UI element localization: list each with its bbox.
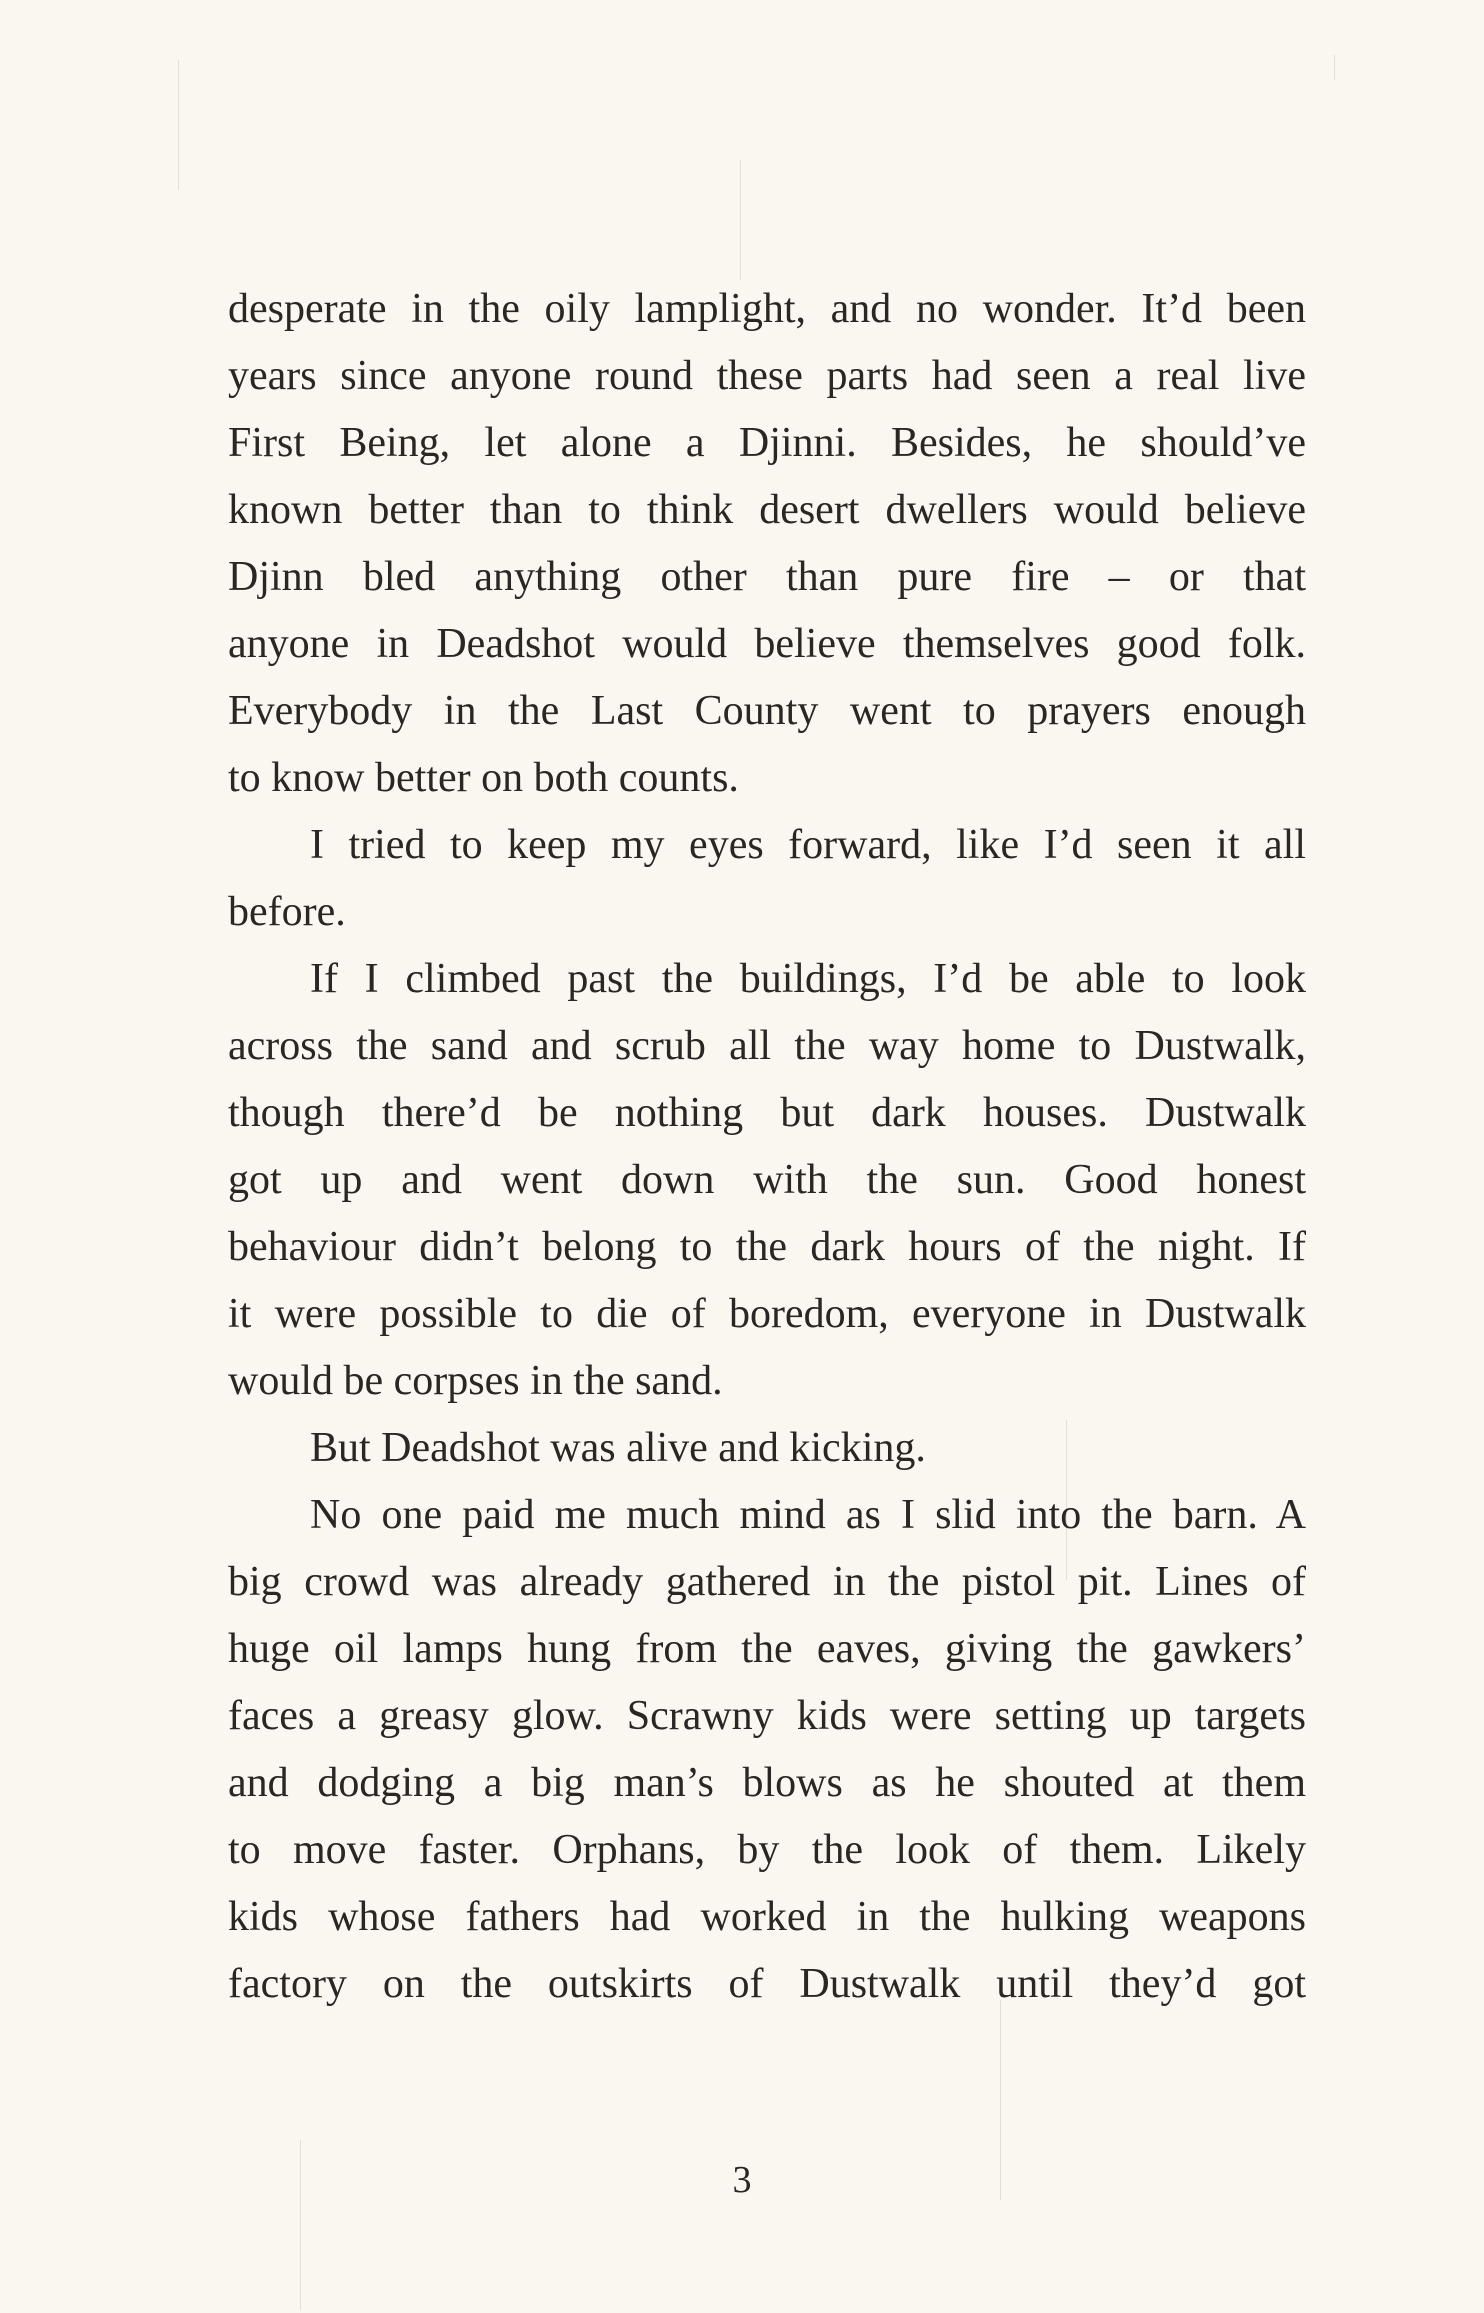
text-line: huge oil lamps hung from the eaves, giving the gawkers’ — [228, 1626, 1306, 1672]
body-text — [228, 276, 1306, 2018]
text-line: No one paid me much mind as I slid into the barn. A — [310, 1492, 1306, 1538]
text-line: First Being, let alone a Djinni. Besides, he should’ve — [228, 420, 1306, 466]
text-line: to move faster. Orphans, by the look of them. Likely — [228, 1827, 1306, 1873]
text-line: faces a greasy glow. Scrawny kids were setting up targets — [228, 1693, 1306, 1739]
text-line: kids whose fathers had worked in the hulking weapons — [228, 1894, 1306, 1940]
scan-mark — [178, 60, 179, 190]
text-line: years since anyone round these parts had seen a real live — [228, 353, 1306, 399]
text-line: though there’d be nothing but dark houses. Dustwalk — [228, 1090, 1306, 1136]
text-line: and dodging a big man’s blows as he shouted at them — [228, 1760, 1306, 1806]
text-line: Everybody in the Last County went to prayers enough — [228, 688, 1306, 734]
text-line: big crowd was already gathered in the pistol pit. Lines of — [228, 1559, 1306, 1605]
text-line: behaviour didn’t belong to the dark hours of the night. If — [228, 1224, 1306, 1270]
text-line: would be corpses in the sand. — [228, 1358, 723, 1404]
text-line: it were possible to die of boredom, everyone in Dustwalk — [228, 1291, 1306, 1337]
text-line: known better than to think desert dwellers would believe — [228, 487, 1306, 533]
text-line: desperate in the oily lamplight, and no wonder. It’d been — [228, 286, 1306, 332]
scan-mark — [740, 160, 741, 280]
text-line: across the sand and scrub all the way home to Dustwalk, — [228, 1023, 1306, 1069]
page-number: 3 — [732, 2159, 752, 2201]
text-line: Djinn bled anything other than pure fire – or that — [228, 554, 1306, 600]
text-line: anyone in Deadshot would believe themselves good folk. — [228, 621, 1306, 667]
text-line: factory on the outskirts of Dustwalk until they’d got — [228, 1961, 1306, 2007]
text-line: But Deadshot was alive and kicking. — [310, 1425, 926, 1471]
text-line: before. — [228, 889, 346, 935]
text-line: to know better on both counts. — [228, 755, 739, 801]
scan-mark — [1334, 55, 1335, 80]
text-line: If I climbed past the buildings, I’d be able to look — [310, 956, 1306, 1002]
text-line: got up and went down with the sun. Good honest — [228, 1157, 1306, 1203]
text-line: I tried to keep my eyes forward, like I’d seen it all — [310, 822, 1306, 868]
